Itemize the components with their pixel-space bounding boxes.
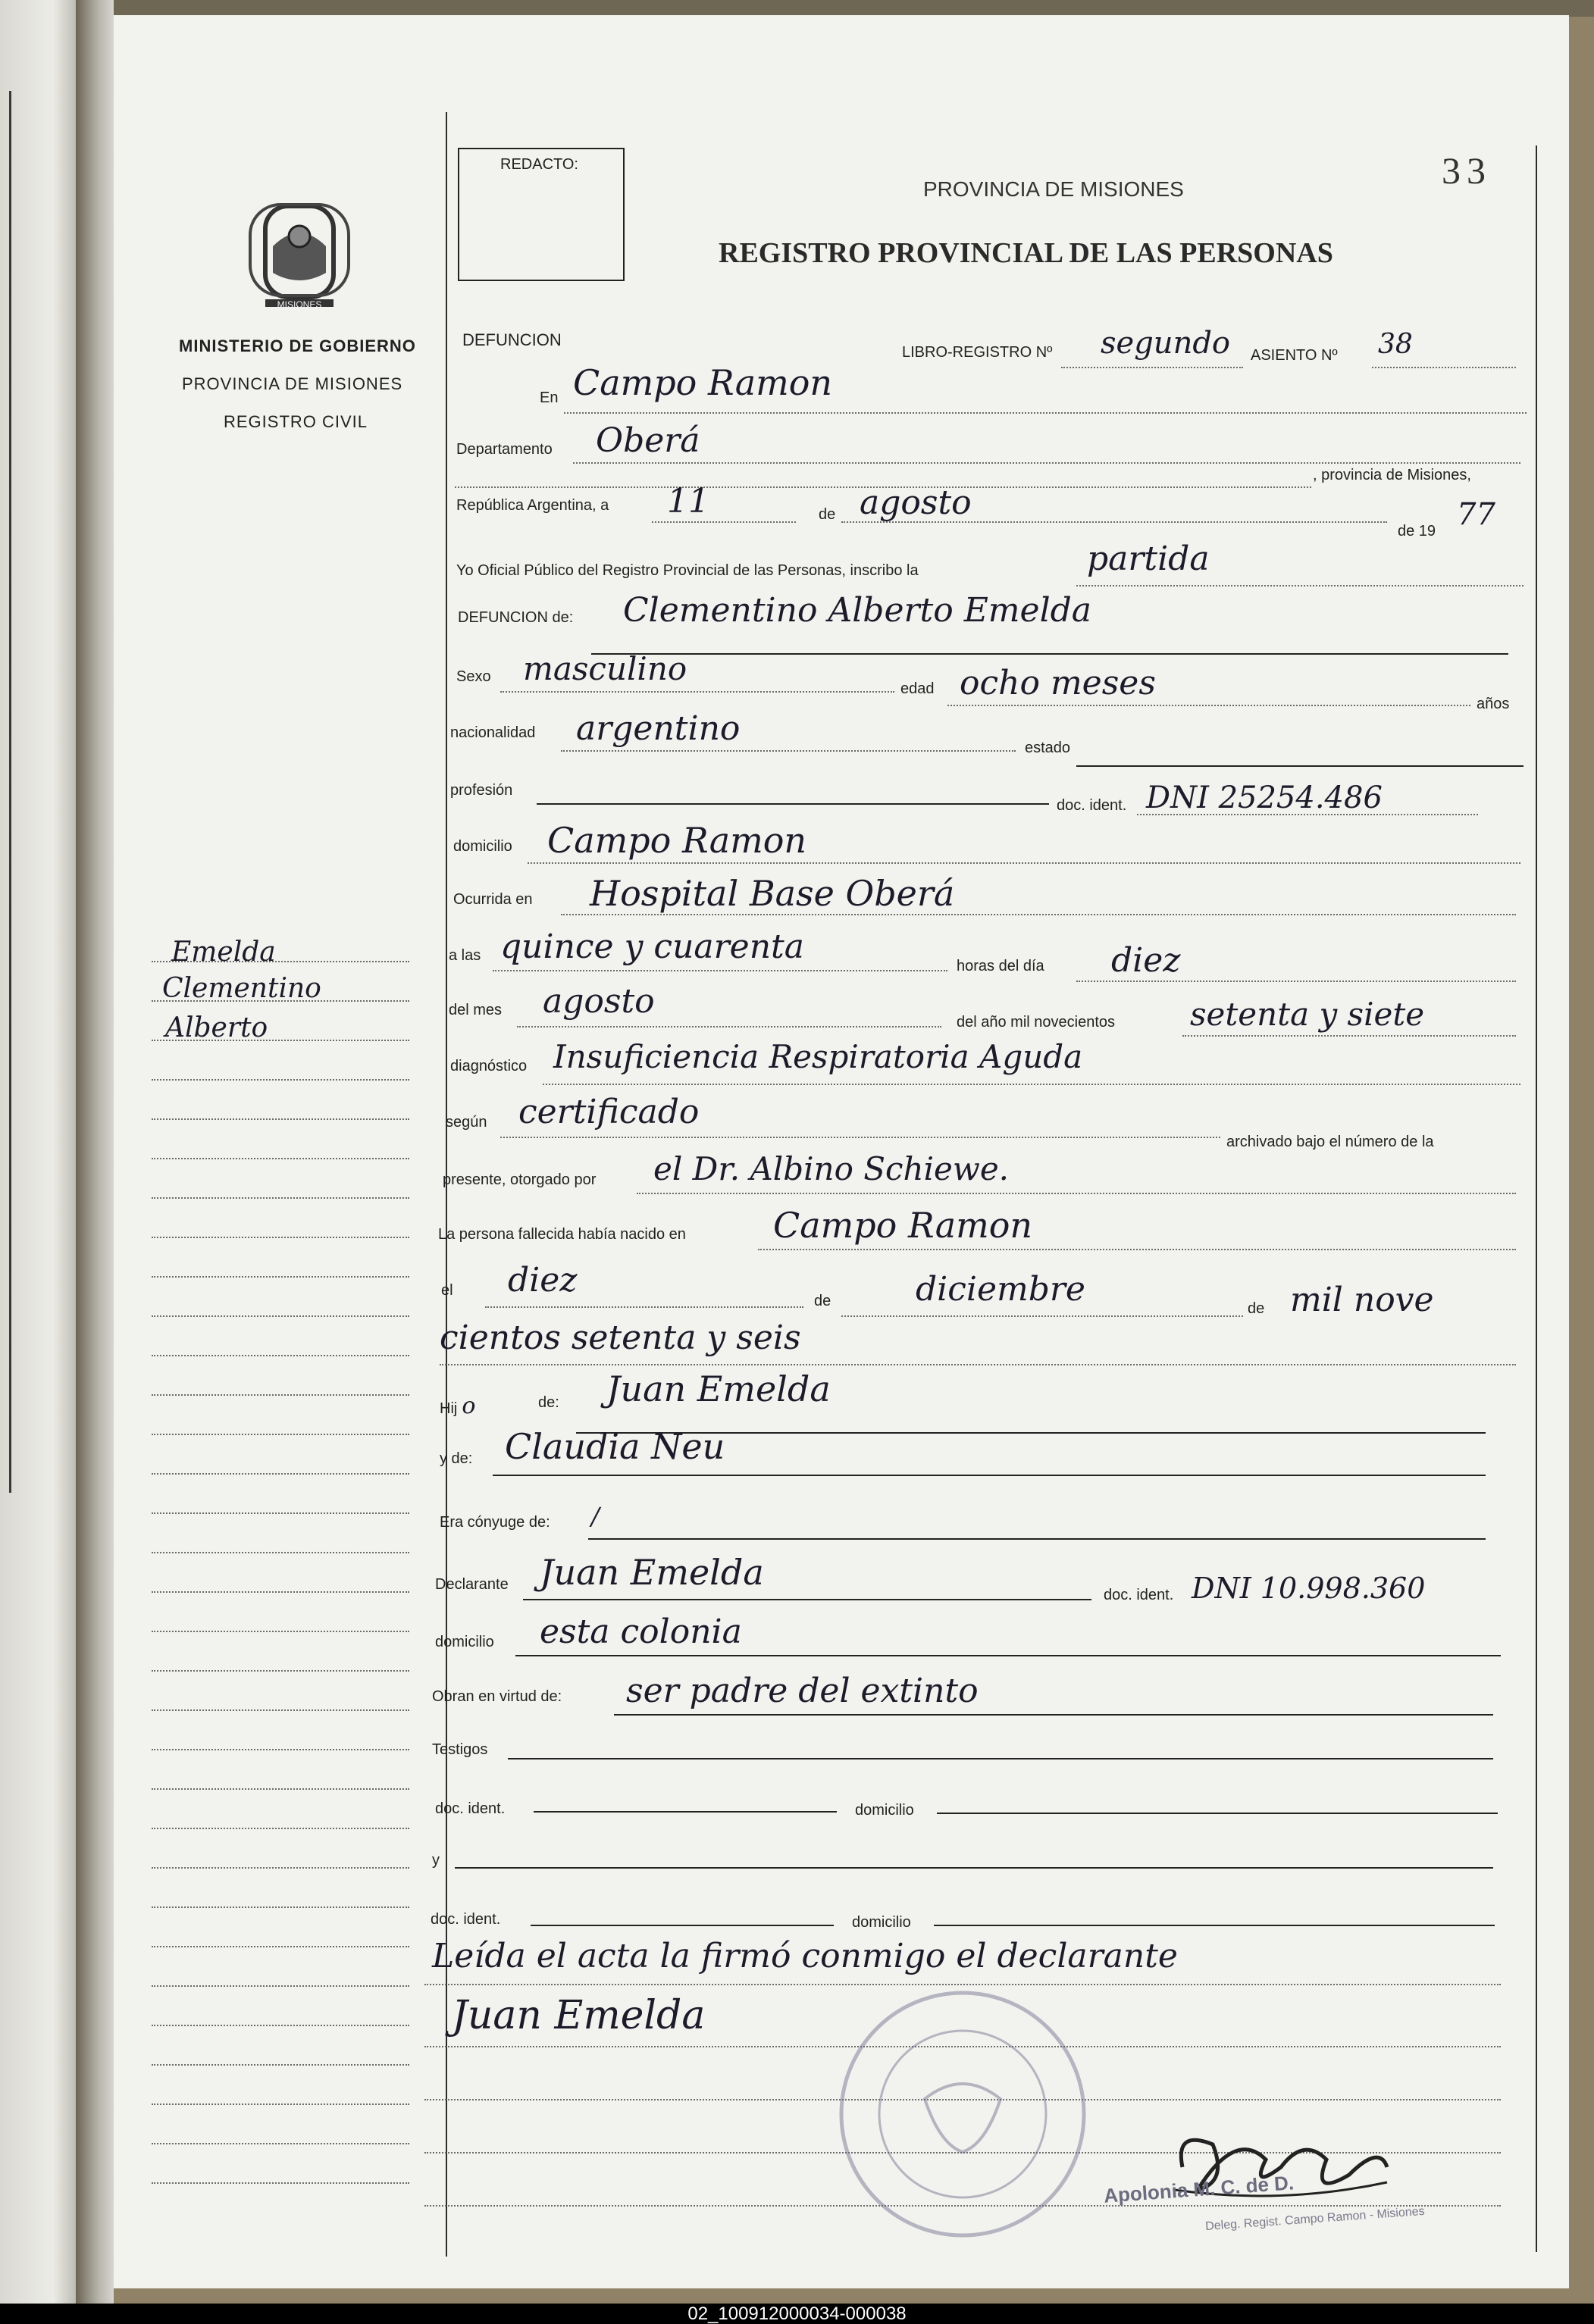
el-label: el	[441, 1282, 453, 1299]
segun-label: según	[446, 1114, 487, 1131]
sidebar-ministry: MINISTERIO DE GOBIERNO	[179, 336, 416, 355]
hijo-prefix: Hij	[440, 1400, 458, 1417]
sexo-value: masculino	[523, 650, 687, 687]
decl-domicilio-value: esta colonia	[540, 1612, 742, 1651]
declarante-value: Juan Emelda	[540, 1552, 764, 1593]
margin-line	[152, 2103, 409, 2105]
a-las-value: quince y cuarenta	[500, 927, 804, 966]
domicilio-value: Campo Ramon	[547, 820, 807, 861]
de2-value: diciembre	[916, 1270, 1085, 1309]
margin-line	[152, 1355, 409, 1356]
margin-line	[152, 2025, 409, 2026]
profesion-label: profesión	[450, 782, 513, 799]
decl-doc-value: DNI 10.998.360	[1192, 1572, 1426, 1605]
official-role: Deleg. Regist. Campo Ramon - Misiones	[1204, 2204, 1426, 2234]
facing-page	[0, 0, 76, 2304]
margin-line	[152, 1828, 409, 1829]
hijo-de-label: de:	[538, 1394, 559, 1411]
en-label: En	[540, 389, 559, 406]
nombre-value: Clementino Alberto Emelda	[623, 591, 1092, 630]
nacido-label: La persona fallecida había nacido en	[438, 1226, 686, 1243]
horas-label: horas del día	[957, 958, 1044, 974]
de3-label: de	[1248, 1300, 1265, 1317]
edad-label: edad	[900, 680, 935, 697]
redacto-label: REDACTO:	[500, 156, 578, 173]
provincia-suffix: , provincia de Misiones,	[1313, 467, 1471, 483]
edad-value: ocho meses	[960, 664, 1156, 702]
anio-value: 77	[1457, 497, 1495, 532]
departamento-value: Oberá	[596, 421, 700, 460]
margin-line	[152, 1079, 409, 1081]
margin-line	[152, 1631, 409, 1632]
departamento-label: Departamento	[456, 441, 553, 458]
margin-line	[152, 1670, 409, 1672]
ocurrida-label: Ocurrida en	[453, 891, 533, 908]
margin-line	[152, 1788, 409, 1790]
margin-line	[152, 1237, 409, 1238]
sidebar-province: PROVINCIA DE MISIONES	[182, 374, 403, 393]
t2-dom-label: domicilio	[852, 1914, 911, 1931]
dia-value: 11	[667, 482, 709, 521]
doc-ident-label: doc. ident.	[1057, 797, 1127, 814]
margin-line	[152, 1591, 409, 1593]
mes-label: del mes	[449, 1002, 503, 1018]
mes-value: agosto	[860, 483, 972, 522]
margin-line	[152, 1276, 409, 1278]
hijo-label	[440, 1393, 475, 1419]
registry-stamp-icon	[834, 1985, 1091, 2243]
decl-doc-label: doc. ident.	[1104, 1587, 1174, 1603]
anios-label: años	[1477, 696, 1510, 712]
libro-label: LIBRO-REGISTRO Nº	[902, 344, 1053, 361]
footer-id: 02_100912000034-000038	[0, 2304, 1594, 2324]
nacido-value: Campo Ramon	[773, 1205, 1033, 1246]
form-right-rule	[1536, 145, 1537, 2252]
oficial-value: partida	[1087, 540, 1210, 578]
t-dom-label: domicilio	[855, 1802, 914, 1819]
leida-text: Leída el acta la firmó conmigo el declarante	[432, 1937, 1178, 1975]
hijo-suffix: o	[462, 1393, 476, 1419]
asiento-label: ASIENTO Nº	[1251, 347, 1338, 364]
book-edge	[114, 0, 1594, 17]
margin-line	[152, 1512, 409, 1514]
en-value: Campo Ramon	[573, 362, 833, 403]
presente-label: presente, otorgado por	[443, 1171, 597, 1188]
margin-line	[152, 1709, 409, 1711]
page-number: 33	[1442, 149, 1492, 192]
republica-label: República Argentina, a	[456, 497, 609, 514]
sidebar-civil: REGISTRO CIVIL	[224, 412, 368, 431]
a-las-label: a las	[449, 947, 481, 964]
official-name: Apolonia M. C. de D.	[1103, 2171, 1295, 2207]
diagnostico-value: Insuficiencia Respiratoria Aguda	[553, 1038, 1083, 1075]
conyuge-label: Era cónyuge de:	[440, 1514, 550, 1531]
header-registry: REGISTRO PROVINCIAL DE LAS PERSONAS	[719, 237, 1333, 269]
margin-note-3: Alberto	[165, 1012, 268, 1043]
mes2-value: agosto	[543, 982, 655, 1021]
decl-domicilio-label: domicilio	[435, 1634, 494, 1650]
presente-value: el Dr. Albino Schiewe.	[653, 1150, 1010, 1187]
defuncion-de-label: DEFUNCION de:	[458, 609, 574, 626]
y-label: y	[432, 1852, 440, 1869]
doc-ident-value: DNI 25254.486	[1146, 780, 1383, 815]
t-doc-label: doc. ident.	[435, 1800, 506, 1817]
ocurrida-value: Hospital Base Oberá	[590, 873, 955, 914]
margin-line	[152, 2182, 409, 2184]
margin-line	[152, 1867, 409, 1869]
margin-line	[152, 1552, 409, 1553]
margin-line	[152, 1197, 409, 1199]
margin-line	[152, 1946, 409, 1947]
de-label: de	[819, 506, 836, 523]
margin-line	[152, 1906, 409, 1908]
oficial-text: Yo Oficial Público del Registro Provincial de las Personas, inscribo la	[456, 562, 919, 579]
domicilio-label: domicilio	[453, 838, 512, 855]
margin-line	[152, 1158, 409, 1159]
birth-year-continued: cientos setenta y seis	[440, 1318, 801, 1357]
de3-value: mil nove	[1290, 1281, 1434, 1319]
nacionalidad-label: nacionalidad	[450, 724, 536, 741]
margin-line	[152, 1434, 409, 1435]
testigos-label: Testigos	[432, 1741, 488, 1758]
t2-doc-label: doc. ident.	[431, 1911, 501, 1928]
horas-value: diez	[1111, 941, 1181, 980]
yde-label: y de:	[440, 1450, 473, 1467]
el-value: diez	[508, 1261, 578, 1300]
estado-label: estado	[1025, 740, 1071, 756]
header-province: PROVINCIA DE MISIONES	[923, 177, 1184, 201]
margin-line	[152, 1118, 409, 1120]
padre-value: Juan Emelda	[606, 1368, 831, 1409]
declarant-signature: Juan Emelda	[452, 1993, 706, 2038]
coat-of-arms-icon	[243, 189, 356, 318]
seal-text: MISIONES	[277, 299, 322, 310]
margin-line	[152, 1985, 409, 1987]
diagnostico-label: diagnóstico	[450, 1058, 528, 1074]
margin-line	[152, 1473, 409, 1475]
declarante-label: Declarante	[435, 1576, 509, 1593]
margin-line	[152, 2143, 409, 2144]
anio-mil-value: setenta y siete	[1190, 996, 1425, 1033]
defuncion-title: DEFUNCION	[462, 330, 562, 349]
anio-mil-label: del año mil novecientos	[957, 1014, 1116, 1031]
conyuge-value: /	[591, 1502, 600, 1531]
nacionalidad-value: argentino	[576, 709, 741, 748]
margin-note-1: Emelda	[171, 937, 276, 968]
book-gutter	[76, 0, 114, 2304]
anio-prefix: de 19	[1398, 523, 1436, 540]
margin-line	[152, 2064, 409, 2066]
segun-value: certificado	[518, 1093, 700, 1131]
sexo-label: Sexo	[456, 668, 491, 685]
margin-line	[152, 1749, 409, 1750]
libro-value: segundo	[1101, 326, 1231, 361]
madre-value: Claudia Neu	[505, 1426, 725, 1467]
asiento-value: 38	[1378, 329, 1413, 360]
archivado-label: archivado bajo el número de la	[1226, 1134, 1434, 1150]
margin-note-2: Clementino	[162, 973, 321, 1004]
margin-line	[152, 1394, 409, 1396]
obran-label: Obran en virtud de:	[432, 1688, 562, 1705]
de2-label: de	[814, 1293, 831, 1309]
obran-value: ser padre del extinto	[626, 1672, 979, 1710]
margin-line	[152, 1315, 409, 1317]
